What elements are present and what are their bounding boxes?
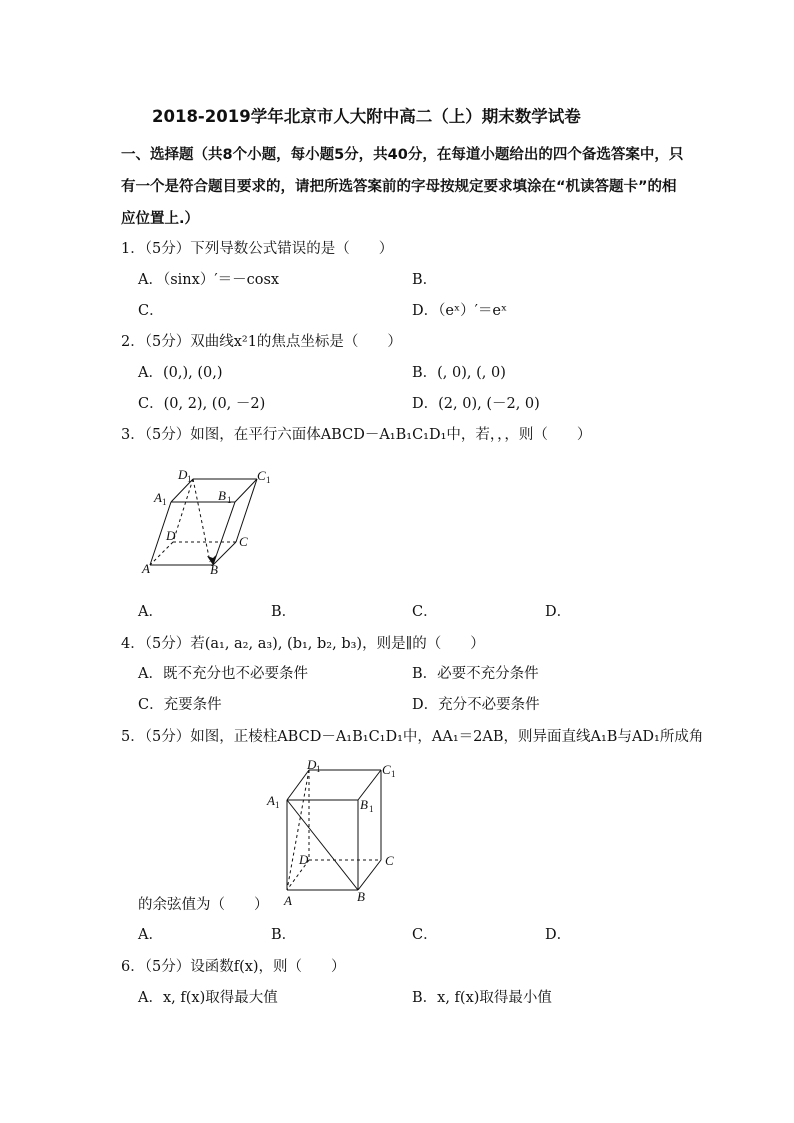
label-b: B bbox=[210, 562, 218, 577]
question-6-option-b: B．x, f(x)取得最小值 bbox=[412, 990, 552, 1006]
svg-text:1: 1 bbox=[275, 800, 280, 810]
parallelepiped-figure bbox=[140, 462, 280, 582]
question-1-option-a: A．（sinx）′＝－cosx bbox=[138, 272, 280, 288]
svg-text:1: 1 bbox=[187, 474, 192, 484]
question-5-stem-continued: 的余弦值为（ ） bbox=[138, 897, 269, 913]
label-a: A bbox=[142, 561, 150, 576]
label-c1: C bbox=[257, 468, 266, 483]
question-6-option-a: A．x, f(x)取得最大值 bbox=[138, 990, 278, 1006]
question-4-stem: 4．（5分）若(a₁, a₂, a₃), (b₁, b₂, b₃)，则是∥的（ ） bbox=[121, 636, 485, 652]
label-d1: D bbox=[307, 757, 317, 772]
label-d: D bbox=[299, 852, 309, 867]
svg-text:1: 1 bbox=[266, 475, 271, 485]
question-4-option-c: C．充要条件 bbox=[138, 697, 222, 713]
question-2-option-c: C．(0, 2), (0, －2) bbox=[138, 396, 266, 412]
label-a: A bbox=[284, 893, 292, 908]
question-2-option-d: D．(2, 0), (－2, 0) bbox=[412, 396, 540, 412]
question-3-option-a: A． bbox=[138, 604, 163, 620]
label-d: D bbox=[166, 528, 176, 543]
question-1-option-b: B． bbox=[412, 272, 438, 288]
question-5-stem: 5．（5分）如图，正棱柱ABCD－A₁B₁C₁D₁中，AA₁＝2AB，则异面直线A₁B与AD₁所成角 bbox=[121, 729, 704, 745]
question-2-option-b: B．(, 0), (, 0) bbox=[412, 365, 506, 381]
svg-text:1: 1 bbox=[391, 769, 396, 779]
svg-text:1: 1 bbox=[162, 497, 167, 507]
svg-text:1: 1 bbox=[227, 495, 232, 505]
label-a1: A bbox=[154, 490, 162, 505]
label-c1: C bbox=[382, 762, 391, 777]
label-d1: D bbox=[178, 467, 188, 482]
label-b: B bbox=[357, 889, 365, 904]
prism-figure bbox=[264, 757, 414, 907]
question-5-option-b: B． bbox=[271, 927, 297, 943]
label-c: C bbox=[239, 534, 248, 549]
svg-text:1: 1 bbox=[316, 764, 321, 774]
question-5-option-c: C． bbox=[412, 927, 438, 943]
question-4-option-d: D．充分不必要条件 bbox=[412, 697, 540, 713]
question-3-option-d: D． bbox=[545, 604, 572, 620]
section-instructions-line1: 一、选择题（共8个小题，每小题5分，共40分，在每道小题给出的四个备选答案中，只 bbox=[121, 147, 684, 163]
question-3-stem: 3．（5分）如图，在平行六面体ABCD－A₁B₁C₁D₁中，若，，，则（ ） bbox=[121, 427, 592, 443]
question-2-stem: 2．（5分）双曲线x²1的焦点坐标是（ ） bbox=[121, 334, 402, 350]
svg-text:1: 1 bbox=[369, 804, 374, 814]
question-1-stem: 1．（5分）下列导数公式错误的是（ ） bbox=[121, 241, 394, 257]
question-3-option-b: B． bbox=[271, 604, 297, 620]
question-6-stem: 6．（5分）设函数f(x)，则（ ） bbox=[121, 959, 346, 975]
label-a1: A bbox=[267, 793, 275, 808]
question-4-option-a: A．既不充分也不必要条件 bbox=[138, 666, 308, 682]
section-instructions-line2: 有一个是符合题目要求的，请把所选答案前的字母按规定要求填涂在“机读答题卡”的相 bbox=[121, 179, 677, 195]
question-5-option-d: D． bbox=[545, 927, 572, 943]
label-b1: B bbox=[218, 488, 226, 503]
question-4-option-b: B．必要不充分条件 bbox=[412, 666, 539, 682]
label-b1: B bbox=[360, 797, 368, 812]
section-instructions-line3: 应位置上.） bbox=[121, 211, 200, 227]
question-5-option-a: A． bbox=[138, 927, 163, 943]
label-c: C bbox=[385, 853, 394, 868]
question-2-option-a: A．(0,), (0,) bbox=[138, 365, 223, 381]
question-1-option-d: D．（eˣ）′＝eˣ bbox=[412, 303, 508, 319]
question-1-option-c: C． bbox=[138, 303, 164, 319]
page-title: 2018-2019学年北京市人大附中高二（上）期末数学试卷 bbox=[152, 107, 581, 126]
question-3-option-c: C． bbox=[412, 604, 438, 620]
